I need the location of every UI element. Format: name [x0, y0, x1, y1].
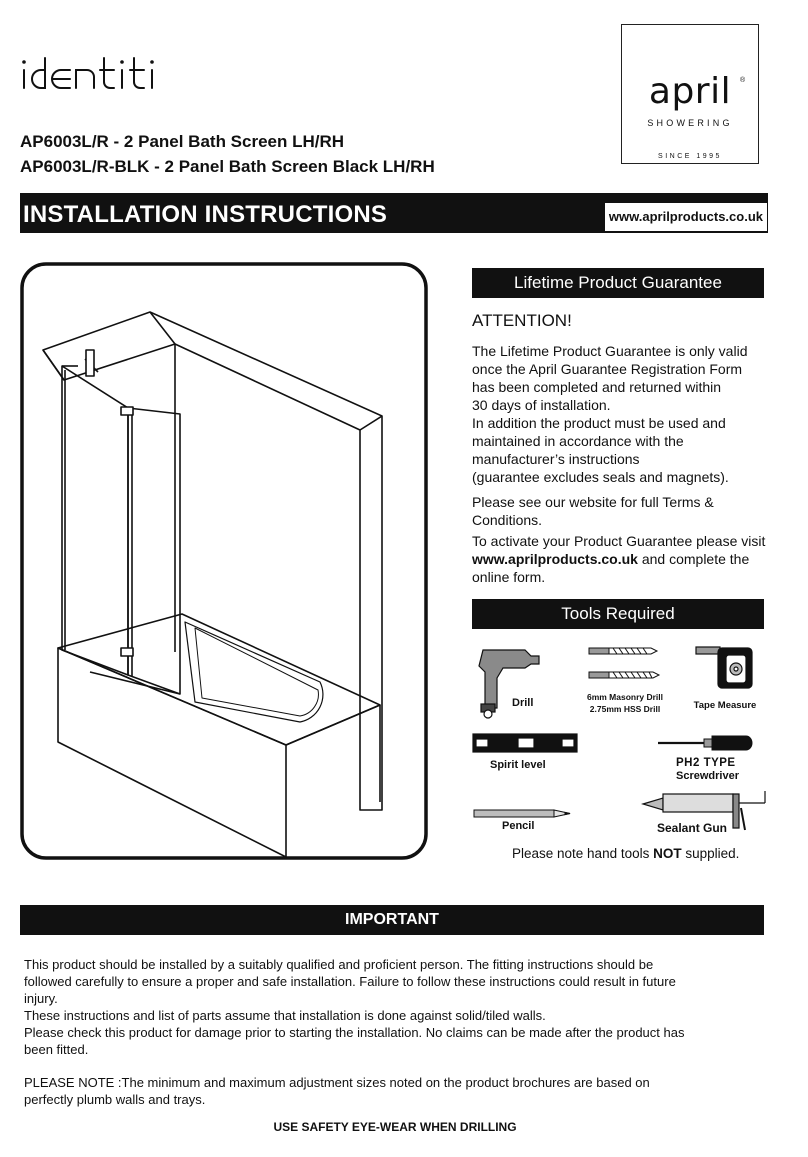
important-line: These instructions and list of parts assume that installation is done against solid/tiled walls. — [24, 1008, 546, 1023]
important-line: Please check this product for damage prior to starting the installation. No claims can be made after the product has — [24, 1025, 685, 1040]
tools-heading: Tools Required — [472, 599, 764, 629]
guarantee-line: (guarantee excludes seals and magnets). — [472, 469, 729, 485]
pencil-icon — [473, 808, 573, 820]
safety-warning: USE SAFETY EYE-WEAR WHEN DRILLING — [273, 1120, 517, 1134]
terms-line: Please see our website for full Terms & — [472, 494, 714, 510]
pencil-label: Pencil — [502, 820, 535, 832]
important-note-line: perfectly plumb walls and trays. — [24, 1092, 206, 1107]
april-logo-word: april — [648, 71, 732, 112]
guarantee-line: The Lifetime Product Guarantee is only valid — [472, 343, 748, 359]
activate-line-2: www.aprilproducts.co.uk and complete the — [472, 551, 750, 567]
bath-tub — [58, 614, 380, 857]
bath-screen-illustration — [20, 262, 428, 860]
important-line: injury. — [24, 991, 58, 1006]
april-logo-since: SINCE 1995 — [622, 153, 758, 160]
guarantee-website-link[interactable]: www.aprilproducts.co.uk — [472, 551, 638, 567]
drill-bits-icon — [587, 645, 661, 683]
masonry-drill-label: 6mm Masonry Drill — [586, 692, 664, 702]
important-paragraph-1 — [24, 956, 764, 1058]
hss-drill-label: 2.75mm HSS Drill — [589, 704, 661, 714]
spirit-level-icon — [472, 733, 578, 753]
guarantee-heading: Lifetime Product Guarantee — [472, 268, 764, 298]
tools-not-supplied-note: Please note hand tools NOT supplied. — [512, 846, 740, 861]
website-link[interactable]: www.aprilproducts.co.uk — [605, 203, 767, 231]
spirit-level-label: Spirit level — [490, 759, 546, 771]
activate-line-3: online form. — [472, 569, 546, 585]
guarantee-paragraph-1 — [472, 342, 790, 486]
installation-title: INSTALLATION INSTRUCTIONS — [23, 201, 388, 228]
screwdriver-type-label: PH2 TYPE — [676, 757, 736, 769]
screwdriver-label: Screwdriver — [676, 770, 739, 782]
activate-line: To activate your Product Guarantee please visit — [472, 533, 766, 549]
product-line-2: AP6003L/R-BLK - 2 Panel Bath Screen Black LH/RH — [20, 157, 435, 176]
april-showering-logo — [621, 24, 759, 164]
drill-label: Drill — [512, 697, 534, 709]
tape-measure-icon — [694, 645, 756, 691]
guarantee-line: 30 days of installation. — [472, 397, 611, 413]
product-line-1: AP6003L/R - 2 Panel Bath Screen LH/RH — [20, 132, 345, 151]
guarantee-line: maintained in accordance with the — [472, 433, 684, 449]
guarantee-line: manufacturer’s instructions — [472, 451, 640, 467]
installation-banner — [20, 193, 768, 233]
sealant-gun-label: Sealant Gun — [657, 821, 728, 835]
guarantee-line: In addition the product must be used and — [472, 415, 726, 431]
guarantee-line: has been completed and returned within — [472, 379, 722, 395]
important-note-line: PLEASE NOTE :The minimum and maximum adjustment sizes noted on the product brochures are based on — [24, 1075, 650, 1090]
attention-heading: ATTENTION! — [472, 311, 572, 330]
tape-measure-label: Tape Measure — [693, 700, 757, 711]
screwdriver-icon — [656, 733, 754, 753]
important-paragraph-2 — [24, 1074, 764, 1108]
registered-mark: ® — [740, 77, 746, 84]
guarantee-paragraph-2 — [472, 493, 790, 529]
april-logo-sub: SHOWERING — [647, 118, 733, 128]
important-heading: IMPORTANT — [20, 905, 764, 935]
identiti-logo — [18, 44, 218, 104]
illustration-frame — [22, 264, 426, 858]
terms-line: Conditions. — [472, 512, 543, 528]
important-line: followed carefully to ensure a proper and safe installation. Failure to follow these instructions could result in future — [24, 974, 676, 989]
drill-icon — [473, 642, 545, 720]
guarantee-line: once the April Guarantee Registration Form — [472, 361, 743, 377]
important-line: This product should be installed by a suitably qualified and proficient person. The fitting instructions should be — [24, 957, 654, 972]
important-line: been fitted. — [24, 1042, 89, 1057]
guarantee-paragraph-3 — [472, 532, 790, 586]
